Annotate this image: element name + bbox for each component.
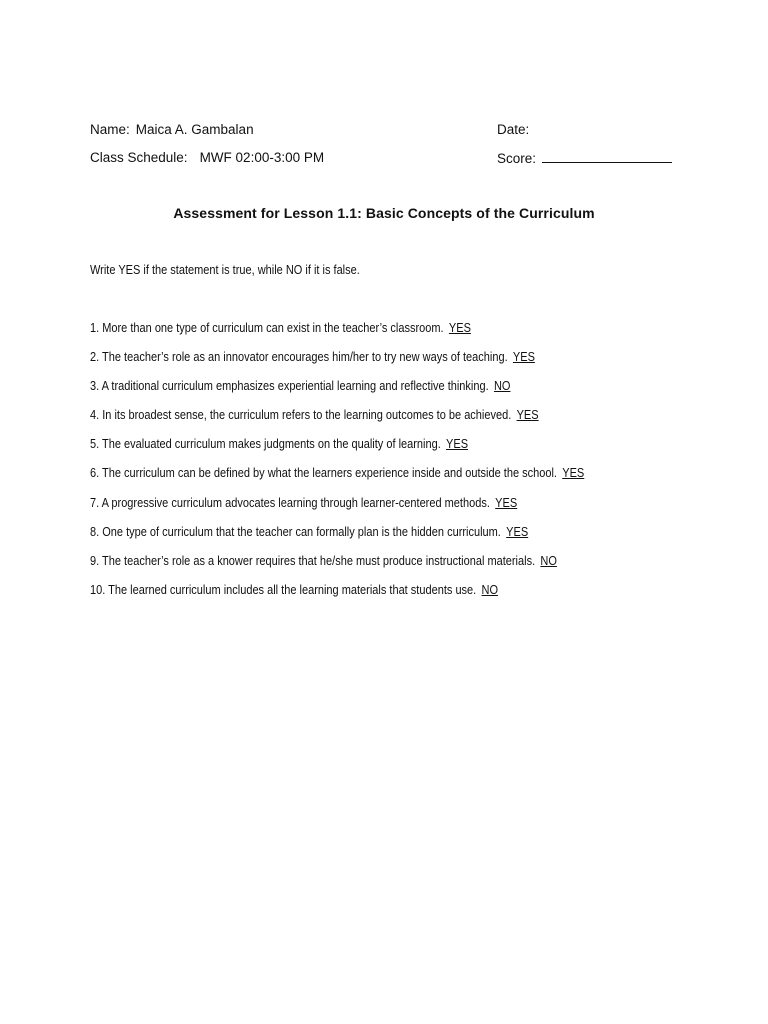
question-item [90, 349, 584, 378]
answer: YES [448, 321, 471, 335]
question-text: 3. A traditional curriculum emphasizes experiential learning and reflective thinking. [90, 379, 489, 394]
question-item [90, 465, 584, 494]
question-item [90, 524, 584, 553]
date-line [497, 121, 529, 139]
schedule-value: MWF 02:00-3:00 PM [199, 150, 325, 165]
answer: YES [506, 524, 529, 539]
question-item [90, 378, 584, 407]
question-item [90, 436, 584, 465]
instruction-text: Write YES if the statement is true, while NO if it is false. [90, 263, 360, 277]
name-line [90, 121, 254, 139]
answer: NO [493, 379, 511, 394]
question-text: 2. The teacher’s role as an innovator encourages him/her to try new ways of teaching. [90, 350, 508, 365]
question-list [90, 320, 652, 611]
assessment-title: Assessment for Lesson 1.1: Basic Concepts of the Curriculum [173, 205, 595, 221]
question-text: 5. The evaluated curriculum makes judgments on the quality of learning. [90, 437, 441, 452]
answer: YES [446, 437, 469, 452]
date-label: Date: [497, 122, 530, 137]
question-item [90, 582, 584, 611]
question-text: 4. In its broadest sense, the curriculum refers to the learning outcomes to be achieved. [90, 408, 512, 423]
answer: YES [516, 408, 539, 423]
question-text: 6. The curriculum can be defined by what the learners experience inside and outside the school. [90, 466, 557, 481]
name-label: Name: [90, 122, 130, 137]
answer: NO [540, 553, 557, 568]
score-blank [542, 149, 672, 163]
question-text: 1. More than one type of curriculum can exist in the teacher’s classroom. [90, 321, 444, 335]
question-item [90, 407, 584, 436]
answer: YES [562, 466, 585, 481]
score-line [497, 149, 672, 168]
question-text: 8. One type of curriculum that the teacher can formally plan is the hidden curriculum. [90, 524, 501, 539]
schedule-label: Class Schedule: [90, 150, 188, 165]
question-item [90, 553, 584, 582]
question-item [90, 320, 584, 349]
answer: YES [495, 495, 518, 510]
score-label: Score: [497, 151, 537, 166]
answer: NO [481, 582, 499, 597]
question-text: 10. The learned curriculum includes all the learning materials that students use. [90, 582, 477, 597]
answer: YES [512, 350, 535, 365]
name-value: Maica A. Gambalan [135, 122, 254, 137]
schedule-line [90, 149, 324, 167]
question-text: 9. The teacher’s role as a knower requires that he/she must produce instructional materials. [90, 553, 536, 568]
question-text: 7. A progressive curriculum advocates learning through learner-centered methods. [90, 495, 490, 510]
question-item [90, 495, 584, 524]
